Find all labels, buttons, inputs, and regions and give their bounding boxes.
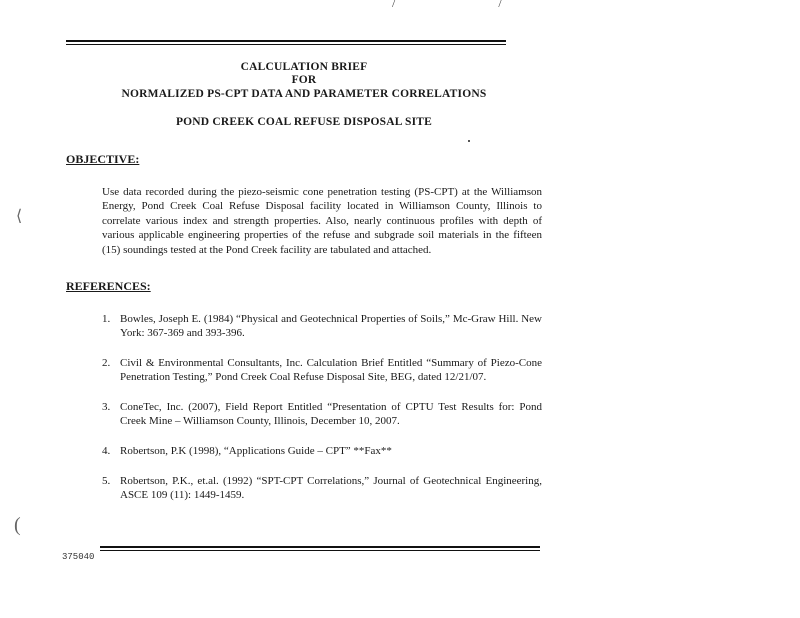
- bottom-rule-thin: [100, 550, 540, 551]
- reference-text: Civil & Environmental Consultants, Inc. Calculation Brief Entitled “Summary of Piezo-Cone Penetration Testing,” Pond Creek Coal Refuse Disposal Site, BEG, dated 12/21/07.: [120, 357, 542, 383]
- margin-hole-punch-mark: (: [14, 514, 21, 536]
- reference-number: 4.: [102, 445, 111, 457]
- reference-text: Robertson, P.K., et.al. (1992) “SPT-CPT Correlations,” Journal of Geotechnical Engineering, ASCE 109 (11): 1449-1459.: [120, 475, 542, 501]
- doc-title-line-1: CALCULATION BRIEF: [240, 61, 368, 73]
- margin-hole-punch-mark: ⟨: [16, 208, 23, 225]
- bottom-rule-thick: [100, 546, 540, 548]
- top-scan-marks: / /: [392, 0, 552, 10]
- reference-item: [102, 312, 542, 340]
- reference-text: Bowles, Joseph E. (1984) “Physical and Geotechnical Properties of Soils,” Mc-Graw Hill. New York: 367-369 and 393-396.: [120, 313, 542, 339]
- site-title: POND CREEK COAL REFUSE DISPOSAL SITE: [175, 116, 433, 128]
- reference-item: [102, 444, 542, 458]
- reference-number: 5.: [102, 475, 111, 487]
- references-heading: REFERENCES:: [66, 279, 151, 293]
- reference-number: 1.: [102, 313, 111, 325]
- scan-speck: [468, 140, 470, 142]
- reference-item: [102, 474, 542, 502]
- objective-heading: OBJECTIVE:: [66, 152, 140, 166]
- doc-title-line-2: FOR: [291, 74, 317, 86]
- objective-paragraph: Use data recorded during the piezo-seismic cone penetration testing (PS-CPT) at the Williamson Energy, Pond Creek Coal Refuse Disposal facility located in Williamson County, Illinois to correlate various index and strength properties. Also, nearly continuous profiles with depth of various applicable engineering properties of the refuse and subgrade soil materials in the fifteen (15) soundings tested at the Pond Creek facility are tabulated and attached.: [102, 186, 542, 256]
- references-list: [102, 312, 542, 518]
- top-rule-thin: [66, 44, 506, 45]
- top-rule-thick: [66, 40, 506, 42]
- page-identifier: 375040: [62, 552, 95, 562]
- reference-item: [102, 356, 542, 384]
- reference-text: ConeTec, Inc. (2007), Field Report Entitled “Presentation of CPTU Test Results for: Pond Creek Mine – Williamson County, Illinois, December 10, 2007.: [120, 401, 542, 427]
- reference-item: [102, 400, 542, 428]
- reference-number: 2.: [102, 357, 111, 369]
- reference-text: Robertson, P.K (1998), “Applications Guide – CPT” **Fax**: [120, 445, 392, 457]
- reference-number: 3.: [102, 401, 111, 413]
- doc-title-line-3: NORMALIZED PS-CPT DATA AND PARAMETER CORRELATIONS: [121, 88, 487, 100]
